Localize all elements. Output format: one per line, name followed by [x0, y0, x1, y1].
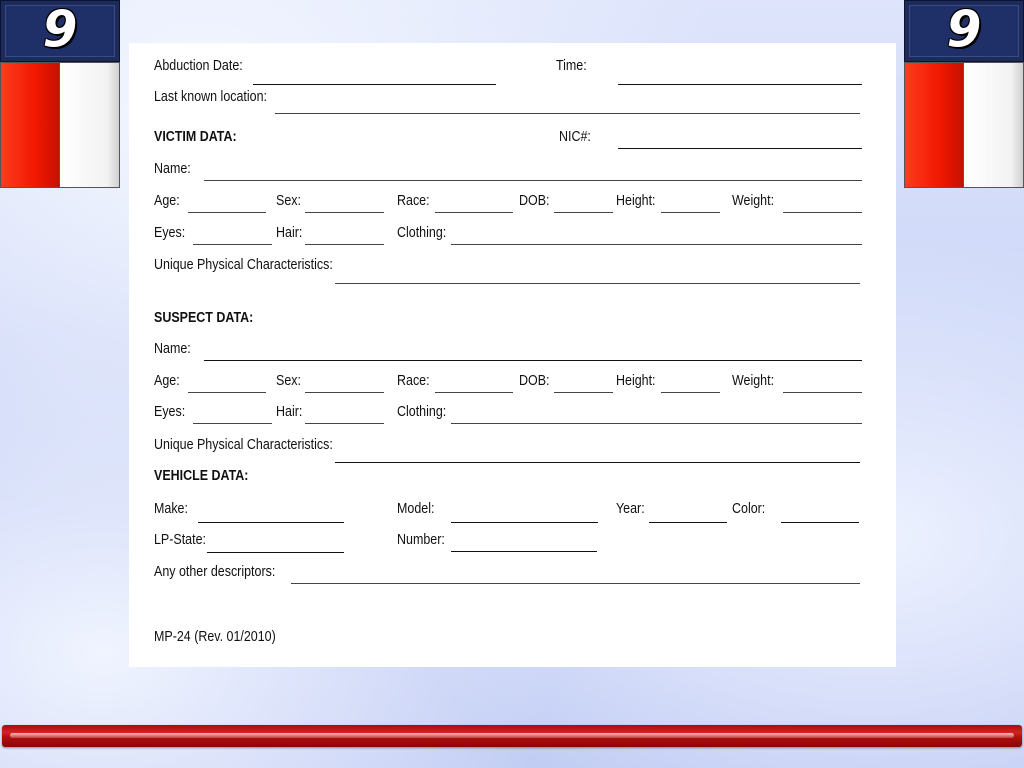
- vehicle-year-label: Year:: [616, 501, 645, 517]
- suspect-eyes-field[interactable]: [193, 423, 272, 424]
- row-suspect-name: [129, 340, 896, 362]
- bottom-decorative-bar: [2, 725, 1022, 747]
- last-known-location-label: Last known location:: [154, 89, 267, 105]
- victim-unique-field[interactable]: [335, 283, 860, 284]
- suspect-race-field[interactable]: [435, 392, 513, 393]
- row-suspect-unique: [129, 436, 896, 458]
- row-last-known-location: [129, 88, 896, 110]
- victim-unique-label: Unique Physical Characteristics:: [154, 257, 333, 273]
- logo-number-panel: [0, 0, 120, 62]
- victim-race-field[interactable]: [435, 212, 513, 213]
- suspect-height-label: Height:: [616, 373, 656, 389]
- victim-eyes-field[interactable]: [193, 244, 272, 245]
- logo-number: 9: [42, 0, 78, 58]
- nic-field[interactable]: [618, 148, 862, 149]
- logo-red-block: [904, 62, 964, 188]
- last-known-location-field[interactable]: [275, 113, 860, 114]
- row-vehicle-plate: [129, 531, 896, 553]
- row-victim-unique: [129, 256, 896, 278]
- row-other-descriptors: [129, 563, 896, 585]
- vehicle-make-field[interactable]: [198, 522, 344, 523]
- row-vehicle-details: [129, 500, 896, 522]
- logo-red-block: [0, 62, 60, 188]
- row-suspect-header: [129, 309, 896, 331]
- vehicle-color-label: Color:: [732, 501, 766, 517]
- vehicle-model-field[interactable]: [451, 522, 598, 523]
- victim-age-field[interactable]: [188, 212, 266, 213]
- logo-right: [904, 0, 1024, 190]
- time-label: Time:: [556, 58, 587, 74]
- vehicle-model-label: Model:: [397, 501, 435, 517]
- suspect-eyes-label: Eyes:: [154, 404, 186, 420]
- victim-weight-label: Weight:: [732, 193, 775, 209]
- form-revision: MP-24 (Rev. 01/2010): [154, 629, 276, 645]
- victim-hair-field[interactable]: [305, 244, 384, 245]
- vehicle-make-label: Make:: [154, 501, 188, 517]
- suspect-race-label: Race:: [397, 373, 430, 389]
- suspect-hair-label: Hair:: [276, 404, 303, 420]
- logo-number: 9: [946, 0, 982, 58]
- logo-white-block: [60, 62, 120, 188]
- logo-white-block: [964, 62, 1024, 188]
- vehicle-data-heading: VEHICLE DATA:: [154, 468, 249, 484]
- victim-data-heading: VICTIM DATA:: [154, 129, 237, 145]
- other-descriptors-field[interactable]: [291, 583, 860, 584]
- other-descriptors-label: Any other descriptors:: [154, 564, 276, 580]
- victim-weight-field[interactable]: [783, 212, 862, 213]
- suspect-age-field[interactable]: [188, 392, 266, 393]
- victim-name-field[interactable]: [204, 180, 862, 181]
- victim-age-label: Age:: [154, 193, 180, 209]
- victim-height-label: Height:: [616, 193, 656, 209]
- victim-dob-label: DOB:: [519, 193, 550, 209]
- victim-name-label: Name:: [154, 161, 191, 177]
- victim-dob-field[interactable]: [554, 212, 613, 213]
- row-suspect-physical: [129, 372, 896, 394]
- logo-number-panel: [904, 0, 1024, 62]
- victim-hair-label: Hair:: [276, 225, 303, 241]
- row-victim-physical: [129, 192, 896, 214]
- suspect-clothing-label: Clothing:: [397, 404, 447, 420]
- suspect-hair-field[interactable]: [305, 423, 384, 424]
- row-abduction-date: [129, 57, 896, 79]
- suspect-clothing-field[interactable]: [451, 423, 862, 424]
- row-vehicle-header: [129, 467, 896, 489]
- vehicle-year-field[interactable]: [649, 522, 727, 523]
- suspect-name-label: Name:: [154, 341, 191, 357]
- abduction-date-label: Abduction Date:: [154, 58, 243, 74]
- suspect-weight-label: Weight:: [732, 373, 775, 389]
- suspect-dob-field[interactable]: [554, 392, 613, 393]
- suspect-height-field[interactable]: [661, 392, 720, 393]
- row-victim-header: [129, 128, 896, 150]
- suspect-weight-field[interactable]: [783, 392, 862, 393]
- vehicle-lp-state-field[interactable]: [207, 552, 344, 553]
- victim-eyes-label: Eyes:: [154, 225, 186, 241]
- suspect-sex-label: Sex:: [276, 373, 301, 389]
- time-field[interactable]: [618, 84, 862, 85]
- vehicle-lp-state-label: LP-State:: [154, 532, 206, 548]
- victim-clothing-label: Clothing:: [397, 225, 447, 241]
- victim-height-field[interactable]: [661, 212, 720, 213]
- row-form-footer: [129, 628, 896, 650]
- victim-sex-field[interactable]: [305, 212, 384, 213]
- suspect-name-field[interactable]: [204, 360, 862, 361]
- victim-race-label: Race:: [397, 193, 430, 209]
- suspect-unique-label: Unique Physical Characteristics:: [154, 437, 333, 453]
- suspect-dob-label: DOB:: [519, 373, 550, 389]
- abduction-form: [129, 43, 896, 667]
- logo-left: [0, 0, 120, 190]
- row-victim-name: [129, 160, 896, 182]
- abduction-date-field[interactable]: [253, 84, 496, 85]
- vehicle-color-field[interactable]: [781, 522, 859, 523]
- row-victim-appearance: [129, 224, 896, 246]
- suspect-unique-field[interactable]: [335, 462, 860, 463]
- row-suspect-appearance: [129, 403, 896, 425]
- victim-sex-label: Sex:: [276, 193, 301, 209]
- nic-label: NIC#:: [559, 129, 591, 145]
- suspect-data-heading: SUSPECT DATA:: [154, 310, 254, 326]
- vehicle-number-field[interactable]: [451, 551, 597, 552]
- suspect-sex-field[interactable]: [305, 392, 384, 393]
- victim-clothing-field[interactable]: [451, 244, 862, 245]
- vehicle-number-label: Number:: [397, 532, 445, 548]
- suspect-age-label: Age:: [154, 373, 180, 389]
